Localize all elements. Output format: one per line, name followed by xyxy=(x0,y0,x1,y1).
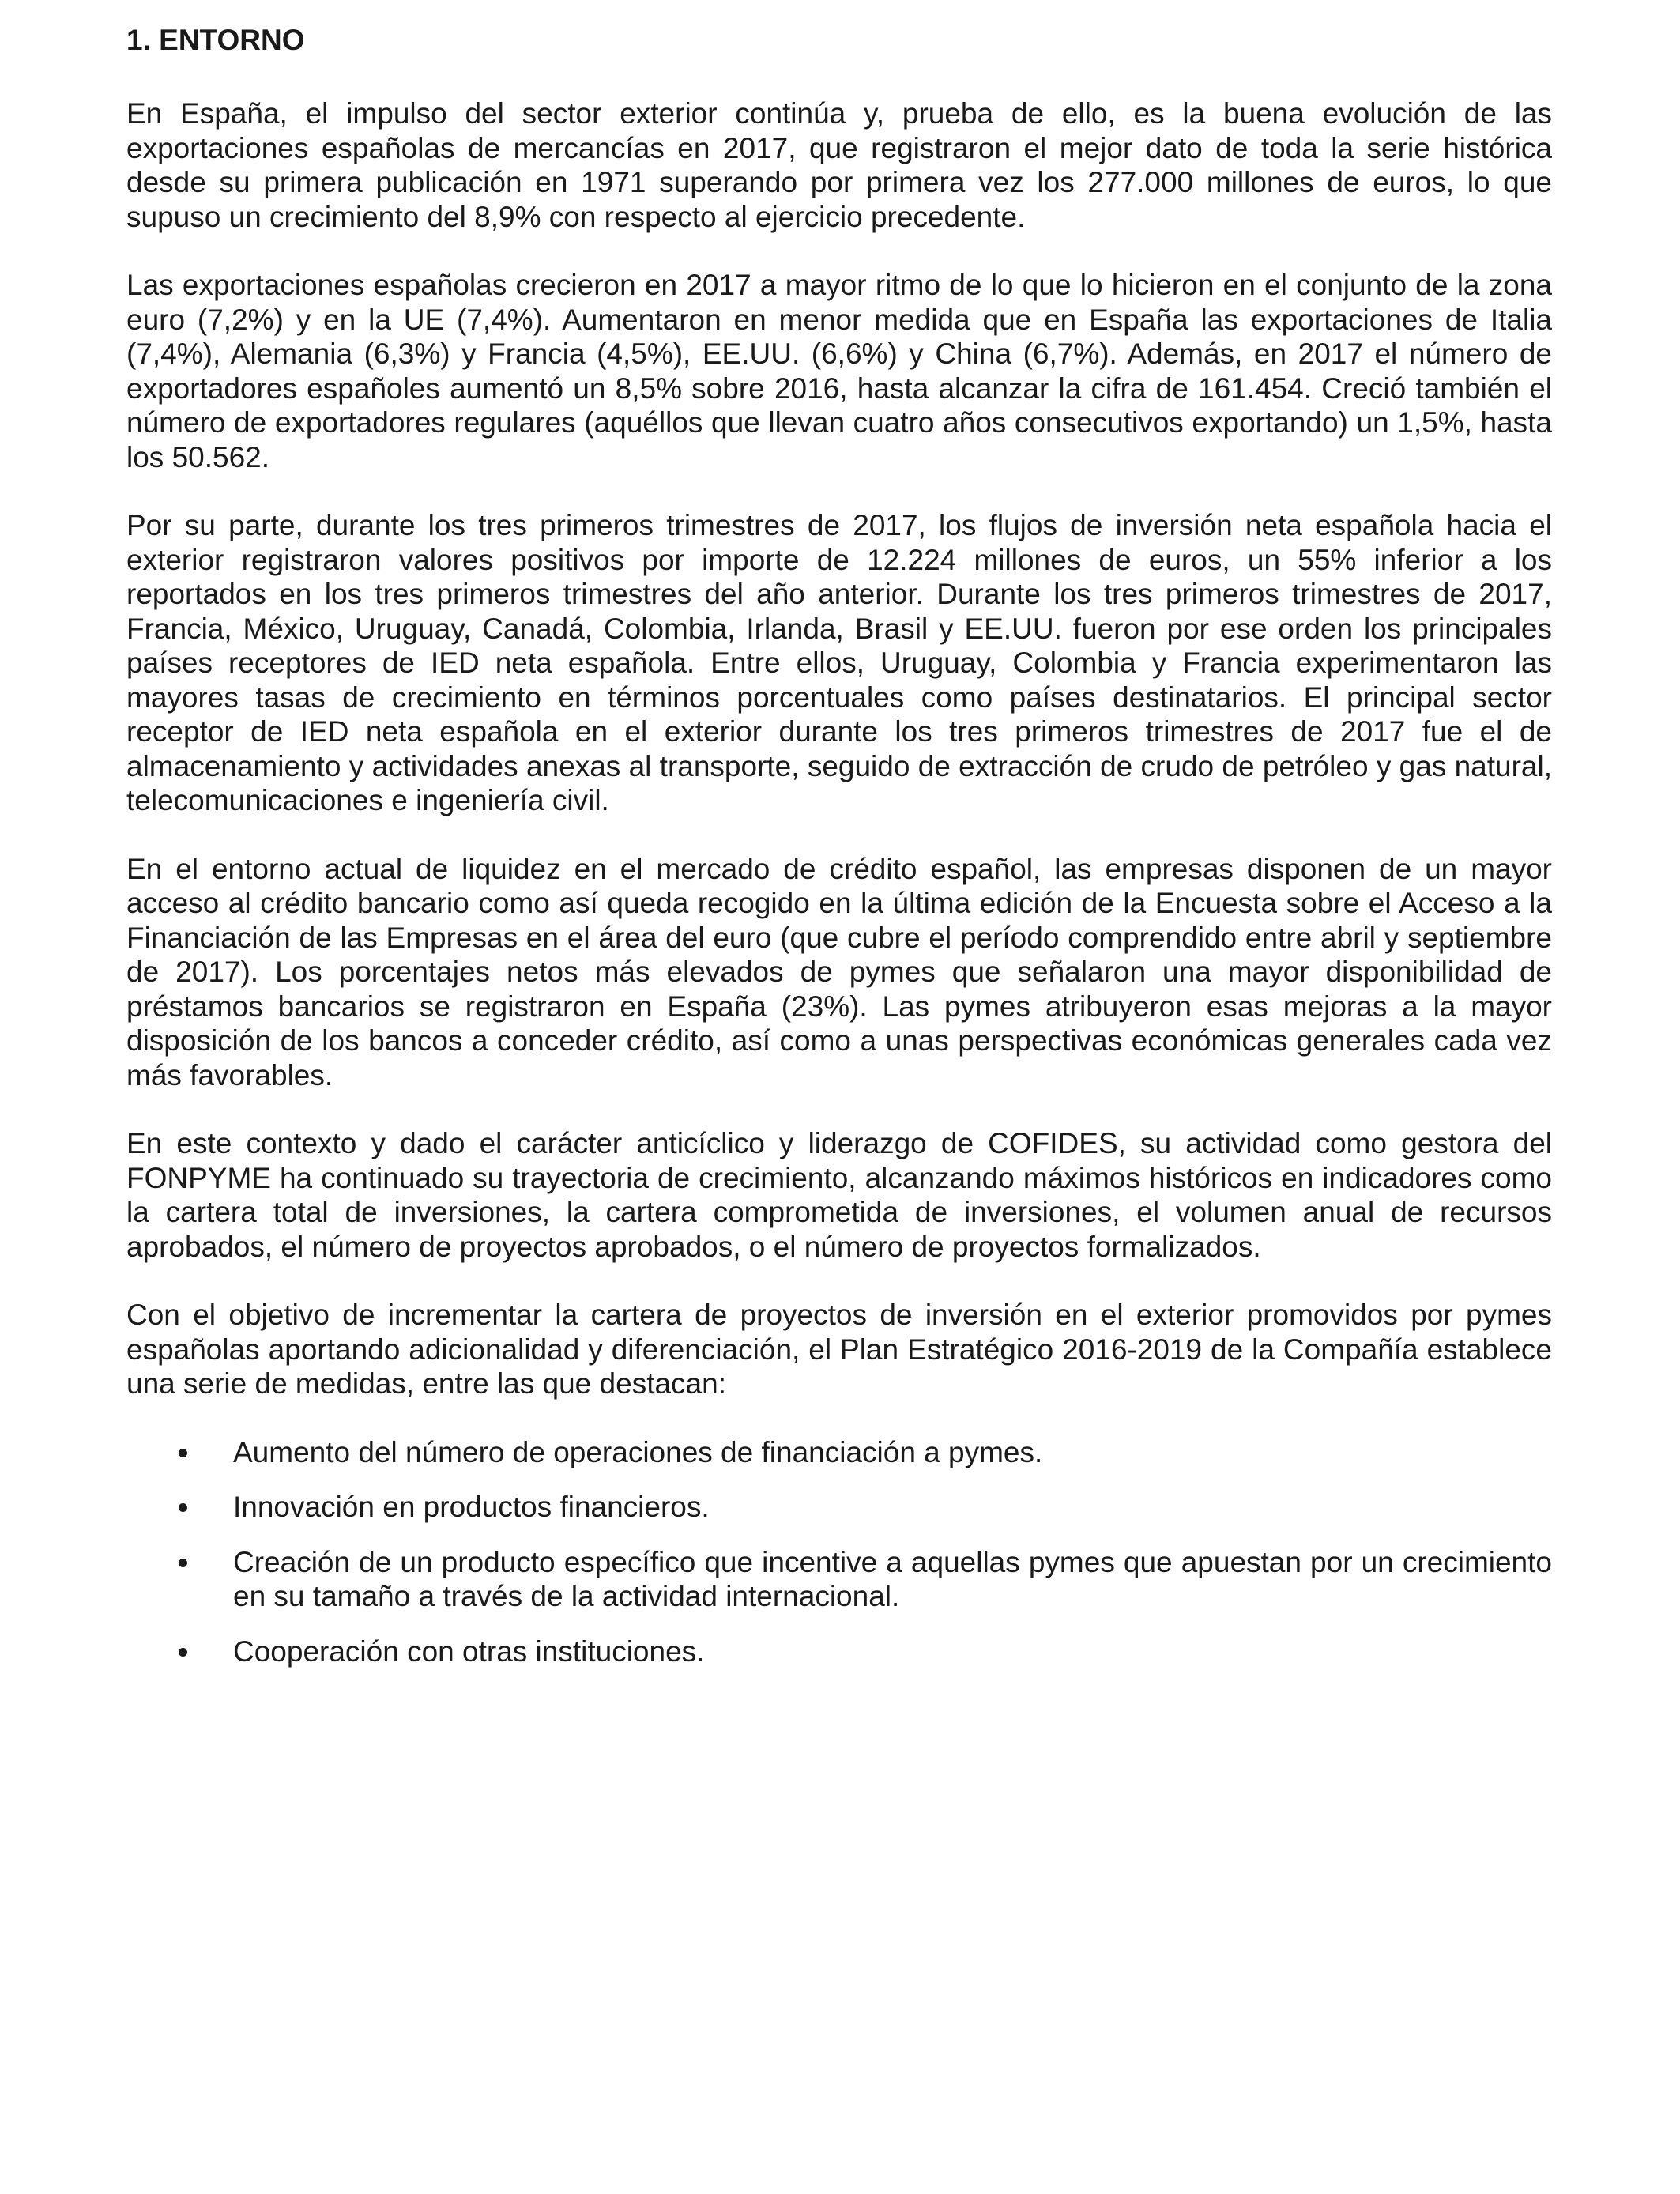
paragraph-cofides: En este contexto y dado el carácter anticíclico y liderazgo de COFIDES, su actividad como gestora del FONPYME ha continuado su trayectoria de crecimiento, alcanzando máximos históricos en indicadores como la cartera total de inversiones, la cartera comprometida de inversiones, el volumen anual de recursos aprobados, el número de proyectos aprobados, o el número de proyectos formalizados. xyxy=(126,1127,1552,1263)
list-item xyxy=(126,1435,1552,1470)
paragraph-export-growth: Las exportaciones españolas crecieron en 2017 a mayor ritmo de lo que lo hicieron en el conjunto de la zona euro (7,2%) y en la UE (7,4%). Aumentaron en menor medida que en España las exportaciones de Italia (7,4%), Alemania (6,3%) y Francia (4,5%), EE.UU. (6,6%) y China (6,7%). Además, en 2017 el número de exportadores españoles aumentó un 8,5% sobre 2016, hasta alcanzar la cifra de 161.454. Creció también el número de exportadores regulares (aquéllos que llevan cuatro años consecutivos exportando) un 1,5%, hasta los 50.562. xyxy=(126,269,1552,473)
bullet-icon xyxy=(179,1559,187,1567)
paragraph-exports: En España, el impulso del sector exterior continúa y, prueba de ello, es la buena evolución de las exportaciones españolas de mercancías en 2017, que registraron el mejor dato de toda la serie histórica desde su primera publicación en 1971 superando por primera vez los 277.000 millones de euros, lo que supuso un crecimiento del 8,9% con respecto al ejercicio precedente. xyxy=(126,97,1552,233)
list-item-text: Creación de un producto específico que incentive a aquellas pymes que apuestan por un crecimiento en su tamaño a través de la actividad internacional. xyxy=(233,1545,1552,1612)
list-item xyxy=(126,1490,1552,1525)
measures-list xyxy=(126,1435,1552,1669)
list-item-text: Cooperación con otras instituciones. xyxy=(233,1634,705,1668)
list-item-text: Aumento del número de operaciones de financiación a pymes. xyxy=(233,1435,1043,1468)
paragraph-strategic-plan: Con el objetivo de incrementar la cartera de proyectos de inversión en el exterior promovidos por pymes españolas aportando adicionalidad y diferenciación, el Plan Estratégico 2016-2019 de la Compañía establece una serie de medidas, entre las que destacan: xyxy=(126,1299,1552,1400)
list-item xyxy=(126,1545,1552,1614)
document-page xyxy=(126,19,1552,1689)
bullet-icon xyxy=(179,1449,187,1457)
paragraph-investment: Por su parte, durante los tres primeros trimestres de 2017, los flujos de inversión neta española hacia el exterior registraron valores positivos por importe de 12.224 millones de euros, un 55% inferior a los reportados en los tres primeros trimestres del año anterior. Durante los tres primeros trimestres de 2017, Francia, México, Uruguay, Canadá, Colombia, Irlanda, Brasil y EE.UU. fueron por ese orden los principales países receptores de IED neta española. Entre ellos, Uruguay, Colombia y Francia experimentaron las mayores tasas de crecimiento en términos porcentuales como países destinatarios. El principal sector receptor de IED neta española en el exterior durante los tres primeros trimestres de 2017 fue el de almacenamiento y actividades anexas al transporte, seguido de extracción de crudo de petróleo y gas natural, telecomunicaciones e ingeniería civil. xyxy=(126,509,1552,816)
paragraph-credit: En el entorno actual de liquidez en el mercado de crédito español, las empresas disponen de un mayor acceso al crédito bancario como así queda recogido en la última edición de la Encuesta sobre el Acceso a la Financiación de las Empresas en el área del euro (que cubre el período comprendido entre abril y septiembre de 2017). Los porcentajes netos más elevados de pymes que señalaron una mayor disponibilidad de préstamos bancarios se registraron en España (23%). Las pymes atribuyeron esas mejoras a la mayor disposición de los bancos a conceder crédito, así como a unas perspectivas económicas generales cada vez más favorables. xyxy=(126,852,1552,1091)
bullet-icon xyxy=(179,1503,187,1512)
list-item-text: Innovación en productos financieros. xyxy=(233,1491,710,1523)
list-item xyxy=(126,1634,1552,1669)
section-heading: 1. ENTORNO xyxy=(126,24,305,56)
bullet-icon xyxy=(179,1648,187,1657)
